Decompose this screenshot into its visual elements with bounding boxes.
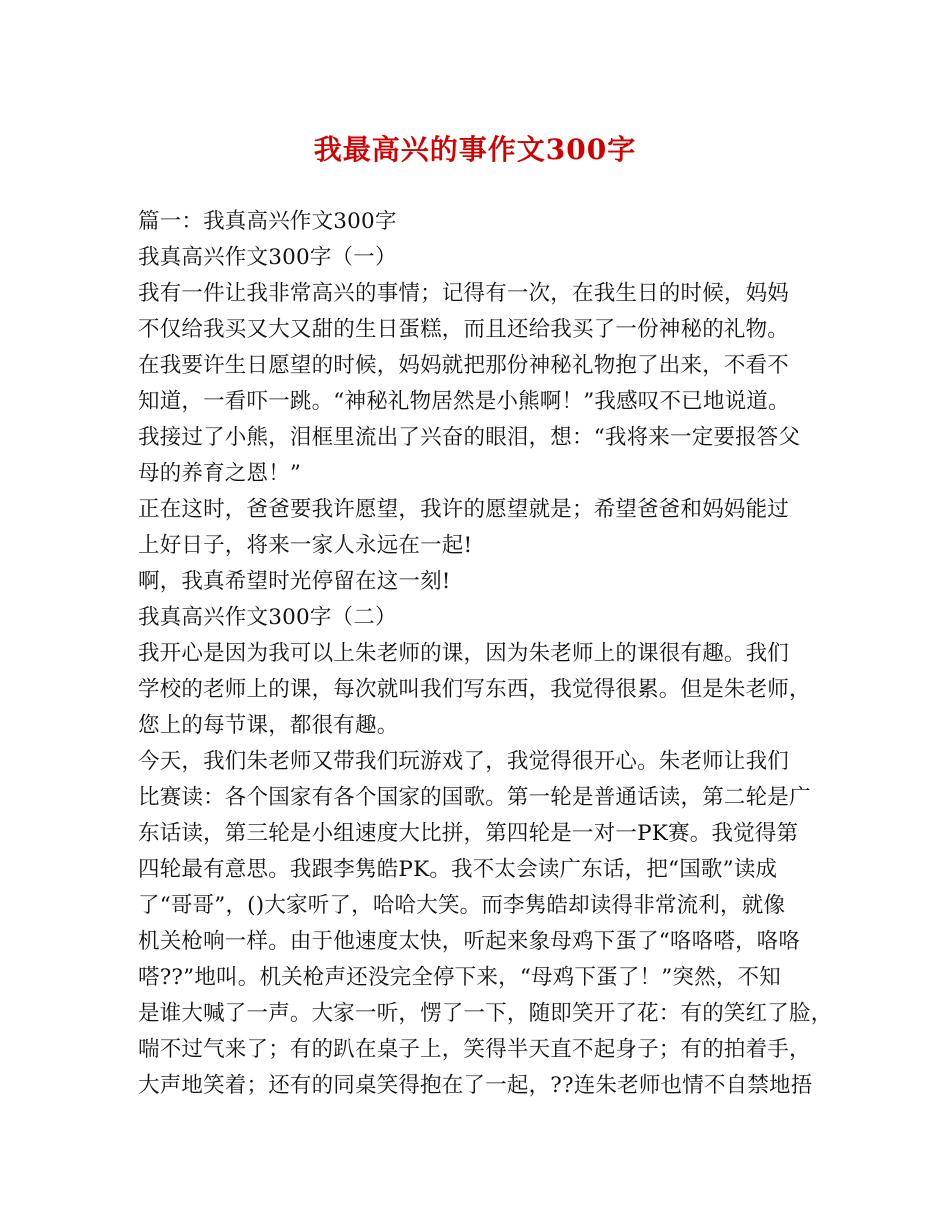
text-line: 我开心是因为我可以上朱老师的课，因为朱老师上的课很有趣。我们	[138, 641, 790, 666]
text-line: 是谁大喊了一声。大家一听，愣了一下，随即笑开了花：有的笑红了脸，	[138, 1001, 833, 1026]
text-line: 了“哥哥”，()大家听了，哈哈大笑。而李隽皓却读得非常流利，就像	[138, 893, 786, 918]
document-body	[138, 204, 833, 1104]
text-line: 篇一：我真高兴作文300字	[138, 209, 397, 234]
text-line: 我接过了小熊，泪框里流出了兴奋的眼泪，想：“我将来一定要报答父	[138, 425, 801, 450]
text-line: 知道，一看吓一跳。“神秘礼物居然是小熊啊！”我感叹不已地说道。	[138, 389, 790, 414]
text-line: 啊，我真希望时光停留在这一刻!	[138, 569, 451, 594]
text-line: 我真高兴作文300字（二）	[138, 605, 397, 630]
text-line: 喘不过气来了；有的趴在桌子上，笑得半天直不起身子；有的拍着手，	[138, 1037, 811, 1062]
text-line: 比赛读：各个国家有各个国家的国歌。第一轮是普通话读，第二轮是广	[138, 785, 811, 810]
text-line: 上好日子，将来一家人永远在一起!	[138, 533, 473, 558]
text-line: 我真高兴作文300字（一）	[138, 245, 397, 270]
text-line: 母的养育之恩！”	[138, 461, 302, 486]
text-line: 今天，我们朱老师又带我们玩游戏了，我觉得很开心。朱老师让我们	[138, 749, 790, 774]
text-line: 嗒??”地叫。机关枪声还没完全停下来，“母鸡下蛋了！”突然，不知	[138, 965, 781, 990]
text-line: 我有一件让我非常高兴的事情；记得有一次，在我生日的时候，妈妈	[138, 281, 790, 306]
text-line: 东话读，第三轮是小组速度大比拼，第四轮是一对一PK赛。我觉得第	[138, 821, 799, 846]
text-line: 大声地笑着；还有的同桌笑得抱在了一起，??连朱老师也情不自禁地捂	[138, 1073, 813, 1098]
text-line: 四轮最有意思。我跟李隽皓PK。我不太会读广东话，把“国歌”读成	[138, 857, 778, 882]
text-line: 学校的老师上的课，每次就叫我们写东西，我觉得很累。但是朱老师，	[138, 677, 811, 702]
text-line: 正在这时，爸爸要我许愿望，我许的愿望就是；希望爸爸和妈妈能过	[138, 497, 790, 522]
text-line: 机关枪响一样。由于他速度太快，听起来象母鸡下蛋了“咯咯嗒，咯咯	[138, 929, 801, 954]
document-title: 我最高兴的事作文300字	[313, 133, 637, 166]
text-line: 您上的每节课，都很有趣。	[138, 713, 399, 738]
text-line: 在我要许生日愿望的时候，妈妈就把那份神秘礼物抱了出来，不看不	[138, 353, 790, 378]
text-line: 不仅给我买又大又甜的生日蛋糕，而且还给我买了一份神秘的礼物。	[138, 317, 790, 342]
